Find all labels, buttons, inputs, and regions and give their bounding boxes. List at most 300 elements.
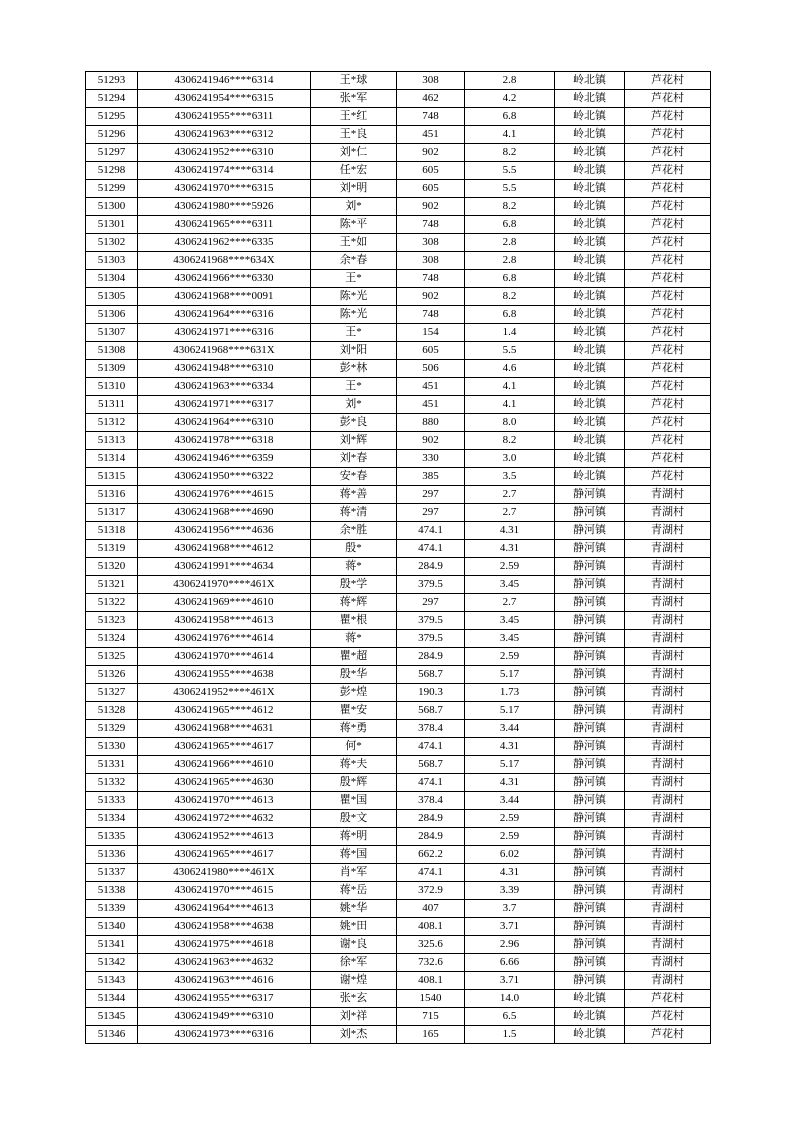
cell-rate: 6.5 — [465, 1008, 555, 1026]
table-row — [86, 648, 711, 666]
cell-rate: 2.8 — [465, 234, 555, 252]
cell-id-number: 4306241955****6317 — [138, 990, 311, 1008]
cell-amount: 605 — [397, 342, 465, 360]
cell-name: 瞿*根 — [311, 612, 397, 630]
cell-seq: 51325 — [86, 648, 138, 666]
cell-name: 姚*华 — [311, 900, 397, 918]
cell-village: 芦花村 — [625, 360, 711, 378]
cell-village: 青湖村 — [625, 792, 711, 810]
cell-rate: 3.45 — [465, 630, 555, 648]
table-row — [86, 306, 711, 324]
cell-name: 姚*田 — [311, 918, 397, 936]
cell-village: 青湖村 — [625, 702, 711, 720]
cell-amount: 462 — [397, 90, 465, 108]
cell-id-number: 4306241949****6310 — [138, 1008, 311, 1026]
cell-amount: 568.7 — [397, 756, 465, 774]
cell-town: 静河镇 — [555, 720, 625, 738]
cell-id-number: 4306241966****6330 — [138, 270, 311, 288]
cell-seq: 51335 — [86, 828, 138, 846]
cell-name: 瞿*安 — [311, 702, 397, 720]
cell-id-number: 4306241991****4634 — [138, 558, 311, 576]
cell-village: 芦花村 — [625, 270, 711, 288]
cell-rate: 14.0 — [465, 990, 555, 1008]
table-row — [86, 450, 711, 468]
cell-seq: 51343 — [86, 972, 138, 990]
cell-village: 芦花村 — [625, 306, 711, 324]
cell-rate: 3.45 — [465, 612, 555, 630]
cell-town: 静河镇 — [555, 594, 625, 612]
cell-amount: 284.9 — [397, 648, 465, 666]
table-row — [86, 216, 711, 234]
table-row — [86, 828, 711, 846]
cell-seq: 51344 — [86, 990, 138, 1008]
cell-town: 岭北镇 — [555, 72, 625, 90]
cell-id-number: 4306241963****4632 — [138, 954, 311, 972]
cell-town: 岭北镇 — [555, 198, 625, 216]
cell-village: 青湖村 — [625, 612, 711, 630]
cell-village: 青湖村 — [625, 810, 711, 828]
cell-id-number: 4306241969****4610 — [138, 594, 311, 612]
cell-name: 刘* — [311, 198, 397, 216]
cell-village: 青湖村 — [625, 882, 711, 900]
cell-village: 青湖村 — [625, 666, 711, 684]
cell-town: 岭北镇 — [555, 414, 625, 432]
cell-town: 静河镇 — [555, 522, 625, 540]
cell-village: 青湖村 — [625, 738, 711, 756]
cell-rate: 1.73 — [465, 684, 555, 702]
cell-amount: 451 — [397, 126, 465, 144]
cell-seq: 51313 — [86, 432, 138, 450]
cell-seq: 51326 — [86, 666, 138, 684]
cell-amount: 662.2 — [397, 846, 465, 864]
cell-id-number: 4306241978****6318 — [138, 432, 311, 450]
table-row — [86, 738, 711, 756]
cell-rate: 5.5 — [465, 342, 555, 360]
cell-id-number: 4306241976****4614 — [138, 630, 311, 648]
cell-rate: 4.31 — [465, 774, 555, 792]
cell-id-number: 4306241958****4638 — [138, 918, 311, 936]
cell-town: 岭北镇 — [555, 252, 625, 270]
cell-amount: 902 — [397, 198, 465, 216]
cell-amount: 190.3 — [397, 684, 465, 702]
cell-name: 余*春 — [311, 252, 397, 270]
cell-name: 殷*学 — [311, 576, 397, 594]
table-row — [86, 144, 711, 162]
table-row — [86, 900, 711, 918]
cell-id-number: 4306241971****6316 — [138, 324, 311, 342]
cell-seq: 51311 — [86, 396, 138, 414]
cell-id-number: 4306241966****4610 — [138, 756, 311, 774]
cell-id-number: 4306241963****4616 — [138, 972, 311, 990]
cell-town: 静河镇 — [555, 918, 625, 936]
cell-rate: 3.45 — [465, 576, 555, 594]
cell-amount: 284.9 — [397, 558, 465, 576]
cell-town: 静河镇 — [555, 774, 625, 792]
cell-id-number: 4306241971****6317 — [138, 396, 311, 414]
cell-id-number: 4306241950****6322 — [138, 468, 311, 486]
table-row — [86, 594, 711, 612]
cell-town: 岭北镇 — [555, 108, 625, 126]
cell-rate: 4.2 — [465, 90, 555, 108]
cell-village: 青湖村 — [625, 954, 711, 972]
cell-id-number: 4306241974****6314 — [138, 162, 311, 180]
table-row — [86, 162, 711, 180]
cell-village: 青湖村 — [625, 540, 711, 558]
cell-rate: 4.6 — [465, 360, 555, 378]
cell-town: 岭北镇 — [555, 1008, 625, 1026]
cell-amount: 451 — [397, 396, 465, 414]
cell-town: 岭北镇 — [555, 324, 625, 342]
cell-id-number: 4306241954****6315 — [138, 90, 311, 108]
cell-town: 静河镇 — [555, 738, 625, 756]
table-row — [86, 198, 711, 216]
cell-amount: 506 — [397, 360, 465, 378]
cell-id-number: 4306241972****4632 — [138, 810, 311, 828]
cell-seq: 51341 — [86, 936, 138, 954]
cell-town: 岭北镇 — [555, 342, 625, 360]
cell-town: 岭北镇 — [555, 126, 625, 144]
cell-name: 彭*林 — [311, 360, 397, 378]
cell-seq: 51339 — [86, 900, 138, 918]
cell-amount: 568.7 — [397, 666, 465, 684]
cell-rate: 2.7 — [465, 504, 555, 522]
cell-id-number: 4306241964****4613 — [138, 900, 311, 918]
cell-seq: 51321 — [86, 576, 138, 594]
cell-id-number: 4306241964****6316 — [138, 306, 311, 324]
cell-town: 静河镇 — [555, 900, 625, 918]
cell-town: 静河镇 — [555, 504, 625, 522]
cell-village: 芦花村 — [625, 1026, 711, 1044]
cell-town: 静河镇 — [555, 792, 625, 810]
cell-name: 蒋*国 — [311, 846, 397, 864]
cell-rate: 5.17 — [465, 756, 555, 774]
cell-id-number: 4306241973****6316 — [138, 1026, 311, 1044]
table-row — [86, 540, 711, 558]
cell-rate: 4.1 — [465, 126, 555, 144]
cell-amount: 308 — [397, 234, 465, 252]
cell-name: 王*红 — [311, 108, 397, 126]
cell-amount: 407 — [397, 900, 465, 918]
table-row — [86, 864, 711, 882]
table-row — [86, 468, 711, 486]
cell-name: 蒋*明 — [311, 828, 397, 846]
cell-seq: 51320 — [86, 558, 138, 576]
table-row — [86, 612, 711, 630]
cell-village: 青湖村 — [625, 594, 711, 612]
cell-name: 刘*杰 — [311, 1026, 397, 1044]
cell-seq: 51317 — [86, 504, 138, 522]
cell-amount: 748 — [397, 108, 465, 126]
cell-rate: 6.8 — [465, 306, 555, 324]
cell-name: 谢*良 — [311, 936, 397, 954]
cell-rate: 4.31 — [465, 738, 555, 756]
cell-amount: 297 — [397, 504, 465, 522]
cell-amount: 474.1 — [397, 774, 465, 792]
table-row — [86, 882, 711, 900]
cell-id-number: 4306241975****4618 — [138, 936, 311, 954]
table-row — [86, 1026, 711, 1044]
cell-id-number: 4306241964****6310 — [138, 414, 311, 432]
cell-village: 青湖村 — [625, 936, 711, 954]
cell-rate: 2.59 — [465, 828, 555, 846]
cell-seq: 51346 — [86, 1026, 138, 1044]
cell-rate: 1.5 — [465, 1026, 555, 1044]
cell-rate: 5.17 — [465, 702, 555, 720]
table-row — [86, 990, 711, 1008]
cell-rate: 2.7 — [465, 594, 555, 612]
cell-name: 安*春 — [311, 468, 397, 486]
table-row — [86, 522, 711, 540]
table-row — [86, 234, 711, 252]
cell-amount: 308 — [397, 72, 465, 90]
cell-seq: 51319 — [86, 540, 138, 558]
cell-village: 芦花村 — [625, 180, 711, 198]
cell-name: 王*球 — [311, 72, 397, 90]
cell-seq: 51296 — [86, 126, 138, 144]
table-row — [86, 252, 711, 270]
cell-name: 蒋* — [311, 630, 397, 648]
cell-seq: 51324 — [86, 630, 138, 648]
cell-village: 青湖村 — [625, 846, 711, 864]
cell-amount: 378.4 — [397, 792, 465, 810]
cell-village: 青湖村 — [625, 648, 711, 666]
cell-town: 岭北镇 — [555, 216, 625, 234]
cell-village: 芦花村 — [625, 126, 711, 144]
cell-town: 静河镇 — [555, 684, 625, 702]
cell-name: 肖*军 — [311, 864, 397, 882]
cell-seq: 51328 — [86, 702, 138, 720]
cell-name: 王* — [311, 324, 397, 342]
cell-id-number: 4306241956****4636 — [138, 522, 311, 540]
cell-name: 蒋*勇 — [311, 720, 397, 738]
cell-id-number: 4306241970****461X — [138, 576, 311, 594]
cell-village: 青湖村 — [625, 864, 711, 882]
cell-id-number: 4306241965****4617 — [138, 738, 311, 756]
cell-id-number: 4306241952****4613 — [138, 828, 311, 846]
cell-id-number: 4306241963****6334 — [138, 378, 311, 396]
table-row — [86, 414, 711, 432]
cell-village: 芦花村 — [625, 144, 711, 162]
cell-amount: 379.5 — [397, 576, 465, 594]
table-row — [86, 972, 711, 990]
cell-rate: 8.2 — [465, 144, 555, 162]
cell-seq: 51299 — [86, 180, 138, 198]
cell-id-number: 4306241980****5926 — [138, 198, 311, 216]
cell-name: 王*如 — [311, 234, 397, 252]
cell-town: 静河镇 — [555, 648, 625, 666]
cell-id-number: 4306241968****4612 — [138, 540, 311, 558]
cell-amount: 880 — [397, 414, 465, 432]
cell-amount: 385 — [397, 468, 465, 486]
cell-village: 芦花村 — [625, 342, 711, 360]
cell-seq: 51338 — [86, 882, 138, 900]
cell-name: 彭*良 — [311, 414, 397, 432]
table-row — [86, 324, 711, 342]
cell-id-number: 4306241968****0091 — [138, 288, 311, 306]
cell-id-number: 4306241968****631X — [138, 342, 311, 360]
cell-seq: 51307 — [86, 324, 138, 342]
cell-seq: 51322 — [86, 594, 138, 612]
cell-name: 王* — [311, 378, 397, 396]
table-row — [86, 954, 711, 972]
cell-name: 陈*光 — [311, 306, 397, 324]
table-row — [86, 342, 711, 360]
cell-id-number: 4306241970****4613 — [138, 792, 311, 810]
cell-amount: 284.9 — [397, 810, 465, 828]
cell-id-number: 4306241980****461X — [138, 864, 311, 882]
cell-seq: 51331 — [86, 756, 138, 774]
cell-amount: 165 — [397, 1026, 465, 1044]
cell-village: 芦花村 — [625, 72, 711, 90]
cell-amount: 902 — [397, 288, 465, 306]
cell-name: 蒋*清 — [311, 504, 397, 522]
cell-id-number: 4306241976****4615 — [138, 486, 311, 504]
cell-id-number: 4306241963****6312 — [138, 126, 311, 144]
cell-seq: 51323 — [86, 612, 138, 630]
cell-amount: 474.1 — [397, 522, 465, 540]
cell-seq: 51329 — [86, 720, 138, 738]
cell-name: 殷* — [311, 540, 397, 558]
cell-name: 陈*光 — [311, 288, 397, 306]
cell-village: 芦花村 — [625, 990, 711, 1008]
cell-seq: 51330 — [86, 738, 138, 756]
cell-name: 刘* — [311, 396, 397, 414]
cell-name: 瞿*国 — [311, 792, 397, 810]
cell-village: 芦花村 — [625, 378, 711, 396]
cell-village: 芦花村 — [625, 432, 711, 450]
cell-village: 青湖村 — [625, 972, 711, 990]
cell-name: 殷*辉 — [311, 774, 397, 792]
cell-amount: 451 — [397, 378, 465, 396]
cell-town: 岭北镇 — [555, 1026, 625, 1044]
cell-seq: 51308 — [86, 342, 138, 360]
cell-rate: 4.1 — [465, 396, 555, 414]
cell-id-number: 4306241946****6359 — [138, 450, 311, 468]
cell-rate: 5.17 — [465, 666, 555, 684]
cell-amount: 297 — [397, 594, 465, 612]
cell-amount: 284.9 — [397, 828, 465, 846]
table-row — [86, 108, 711, 126]
cell-amount: 748 — [397, 306, 465, 324]
table-row — [86, 180, 711, 198]
cell-amount: 408.1 — [397, 972, 465, 990]
cell-village: 芦花村 — [625, 414, 711, 432]
cell-amount: 474.1 — [397, 540, 465, 558]
cell-town: 静河镇 — [555, 558, 625, 576]
cell-name: 何* — [311, 738, 397, 756]
cell-name: 张*玄 — [311, 990, 397, 1008]
cell-town: 静河镇 — [555, 612, 625, 630]
cell-seq: 51294 — [86, 90, 138, 108]
cell-rate: 2.8 — [465, 252, 555, 270]
cell-id-number: 4306241965****4612 — [138, 702, 311, 720]
table-row — [86, 270, 711, 288]
cell-rate: 2.59 — [465, 810, 555, 828]
cell-town: 岭北镇 — [555, 396, 625, 414]
cell-amount: 605 — [397, 180, 465, 198]
cell-village: 青湖村 — [625, 486, 711, 504]
cell-village: 青湖村 — [625, 558, 711, 576]
cell-amount: 732.6 — [397, 954, 465, 972]
table-row — [86, 792, 711, 810]
cell-amount: 372.9 — [397, 882, 465, 900]
cell-seq: 51297 — [86, 144, 138, 162]
cell-amount: 297 — [397, 486, 465, 504]
cell-village: 青湖村 — [625, 900, 711, 918]
cell-rate: 3.5 — [465, 468, 555, 486]
cell-seq: 51293 — [86, 72, 138, 90]
cell-village: 青湖村 — [625, 630, 711, 648]
cell-town: 岭北镇 — [555, 360, 625, 378]
cell-rate: 3.44 — [465, 792, 555, 810]
cell-rate: 3.39 — [465, 882, 555, 900]
cell-amount: 605 — [397, 162, 465, 180]
cell-town: 静河镇 — [555, 540, 625, 558]
cell-village: 青湖村 — [625, 918, 711, 936]
cell-amount: 902 — [397, 144, 465, 162]
cell-rate: 6.02 — [465, 846, 555, 864]
cell-seq: 51312 — [86, 414, 138, 432]
cell-rate: 2.59 — [465, 648, 555, 666]
cell-seq: 51310 — [86, 378, 138, 396]
table-row — [86, 558, 711, 576]
cell-id-number: 4306241958****4613 — [138, 612, 311, 630]
cell-id-number: 4306241968****634X — [138, 252, 311, 270]
cell-town: 岭北镇 — [555, 378, 625, 396]
cell-rate: 2.8 — [465, 72, 555, 90]
cell-town: 岭北镇 — [555, 432, 625, 450]
cell-seq: 51336 — [86, 846, 138, 864]
table-row — [86, 378, 711, 396]
cell-name: 刘*明 — [311, 180, 397, 198]
cell-amount: 378.4 — [397, 720, 465, 738]
cell-rate: 3.7 — [465, 900, 555, 918]
cell-seq: 51298 — [86, 162, 138, 180]
cell-id-number: 4306241955****4638 — [138, 666, 311, 684]
table-row — [86, 90, 711, 108]
cell-rate: 3.44 — [465, 720, 555, 738]
cell-village: 青湖村 — [625, 576, 711, 594]
cell-town: 静河镇 — [555, 828, 625, 846]
cell-amount: 325.6 — [397, 936, 465, 954]
table-row — [86, 918, 711, 936]
cell-id-number: 4306241970****4615 — [138, 882, 311, 900]
records-table — [85, 71, 711, 1044]
cell-rate: 3.71 — [465, 972, 555, 990]
cell-village: 青湖村 — [625, 684, 711, 702]
cell-name: 蒋*夫 — [311, 756, 397, 774]
cell-rate: 2.96 — [465, 936, 555, 954]
cell-seq: 51345 — [86, 1008, 138, 1026]
cell-town: 岭北镇 — [555, 990, 625, 1008]
cell-rate: 3.0 — [465, 450, 555, 468]
cell-name: 余*胜 — [311, 522, 397, 540]
table-row — [86, 756, 711, 774]
cell-town: 静河镇 — [555, 954, 625, 972]
cell-seq: 51318 — [86, 522, 138, 540]
table-body — [86, 72, 711, 1044]
cell-rate: 4.31 — [465, 522, 555, 540]
cell-amount: 748 — [397, 216, 465, 234]
table-row — [86, 684, 711, 702]
cell-village: 青湖村 — [625, 828, 711, 846]
cell-name: 蒋*岳 — [311, 882, 397, 900]
cell-seq: 51332 — [86, 774, 138, 792]
cell-rate: 4.31 — [465, 540, 555, 558]
cell-seq: 51309 — [86, 360, 138, 378]
cell-id-number: 4306241955****6311 — [138, 108, 311, 126]
cell-amount: 408.1 — [397, 918, 465, 936]
